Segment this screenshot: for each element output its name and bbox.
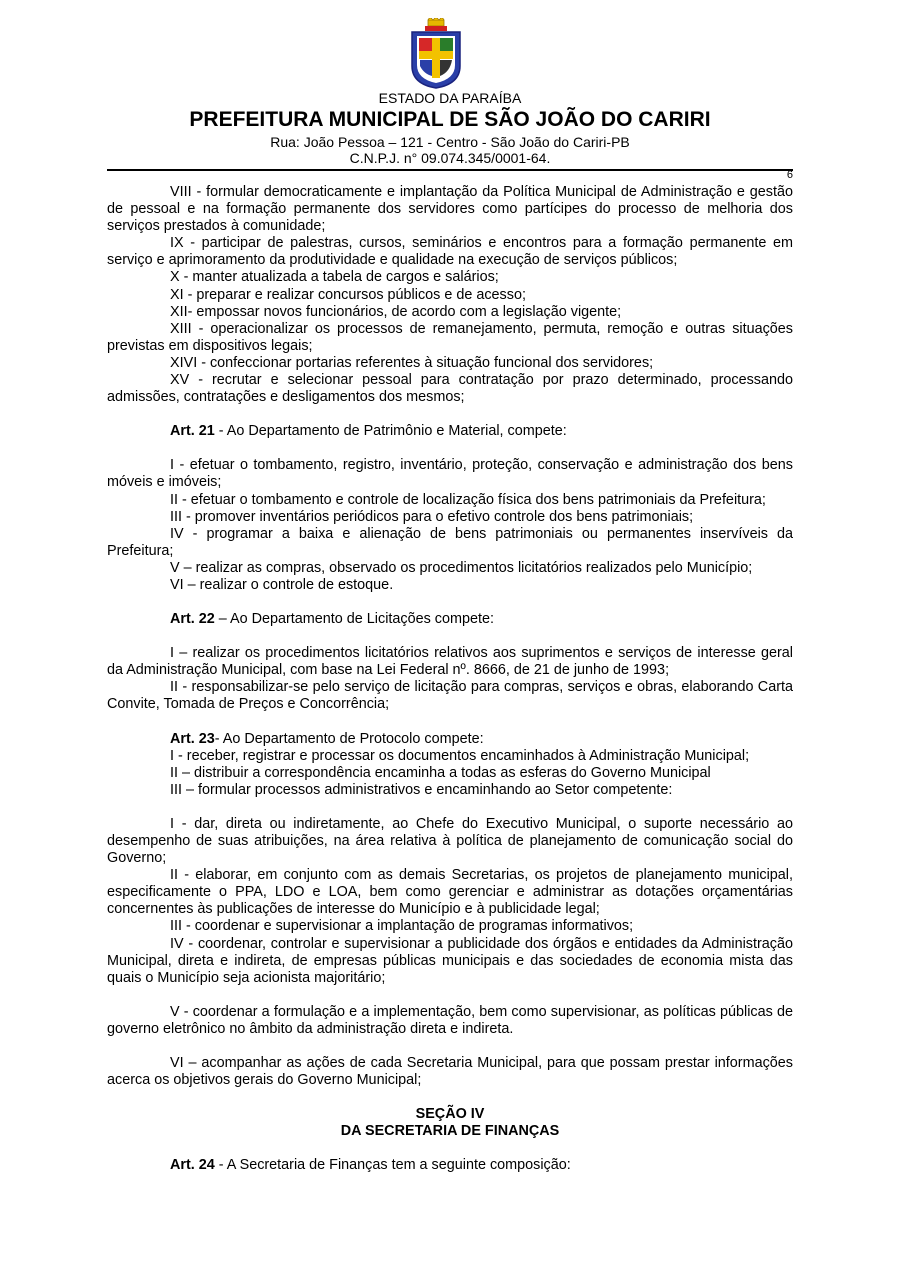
paragraph: V - coordenar a formulação e a implementação, bem como supervisionar, as políticas públicas de governo eletrônico no âmbito da administração direta e indireta.: [107, 1003, 793, 1037]
paragraph: I - receber, registrar e processar os documentos encaminhados à Administração Municipal;: [170, 747, 750, 764]
paragraph: VI – acompanhar as ações de cada Secretaria Municipal, para que possam prestar informações acerca os objetivos gerais do Governo Municipal;: [107, 1055, 793, 1089]
article-23: [107, 731, 793, 748]
paragraph: II - efetuar o tombamento e controle de localização física dos bens patrimoniais da Prefeitura;: [170, 491, 766, 508]
paragraph: IV - coordenar, controlar e supervisionar a publicidade dos órgãos e entidades da Administração Municipal, direta e indireta, de empresas públicas municipais e das sociedades de economia mista das quais o Município seja acionista majoritário;: [107, 935, 793, 986]
municipal-coat-of-arms: [410, 18, 462, 90]
paragraph: VIII - formular democraticamente e implantação da Política Municipal de Administração e gestão de pessoal e na formação permanente dos servidores como partícipes do processo de melhoria dos serviços prestados à comunidade;: [107, 184, 793, 235]
article-label: Art. 21: [170, 423, 215, 440]
paragraph: III - promover inventários periódicos para o efetivo controle dos bens patrimoniais;: [170, 508, 694, 525]
header-divider: [107, 169, 793, 171]
article-label: Art. 22: [170, 611, 215, 628]
municipality-title: PREFEITURA MUNICIPAL DE SÃO JOÃO DO CARIRI: [189, 108, 711, 131]
section-subtitle: DA SECRETARIA DE FINANÇAS: [340, 1123, 560, 1140]
article-21: [107, 423, 793, 440]
article-label: Art. 23: [170, 730, 215, 747]
state-name: ESTADO DA PARAÍBA: [378, 90, 522, 106]
section-title: SEÇÃO IV: [415, 1106, 485, 1123]
article-text: - Ao Departamento de Patrimônio e Material, compete:: [214, 423, 567, 440]
paragraph: IX - participar de palestras, cursos, seminários e encontros para a formação permanente em serviço e aprimoramento da produtividade e qualidade na execução de serviços públicos;: [107, 235, 793, 269]
article-text: – Ao Departamento de Licitações compete:: [214, 611, 494, 628]
paragraph: III – formular processos administrativos e encaminhando ao Setor competente:: [170, 781, 673, 798]
paragraph: X - manter atualizada a tabela de cargos e salários;: [170, 269, 499, 286]
article-24: [107, 1157, 793, 1174]
paragraph: I - dar, direta ou indiretamente, ao Chefe do Executivo Municipal, o suporte necessário ao desempenho de suas atribuições, na área relativa à política de planejamento de comunicação social do Governo;: [107, 815, 793, 867]
article-22: [107, 611, 793, 628]
address-line: Rua: João Pessoa – 121 - Centro - São João do Cariri-PB: [270, 134, 630, 150]
paragraph: XIII - operacionalizar os processos de remanejamento, permuta, remoção e outras situações previstas em dispositivos legais;: [107, 320, 793, 354]
article-text: - Ao Departamento de Protocolo compete:: [214, 730, 484, 747]
paragraph: I – realizar os procedimentos licitatórios relativos aos suprimentos e serviços de interesse geral da Administração Municipal, com base na Lei Federal nº. 8666, de 21 de junho de 1993;: [107, 645, 793, 679]
paragraph: XI - preparar e realizar concursos públicos e de acesso;: [170, 286, 526, 303]
paragraph: IV - programar a baixa e alienação de bens patrimoniais ou permanentes inservíveis da Prefeitura;: [107, 525, 793, 559]
paragraph: XII- empossar novos funcionários, de acordo com a legislação vigente;: [170, 303, 622, 320]
paragraph: III - coordenar e supervisionar a implantação de programas informativos;: [170, 918, 634, 935]
paragraph: I - efetuar o tombamento, registro, inventário, proteção, conservação e administração dos bens móveis e imóveis;: [107, 457, 793, 491]
paragraph: XIVI - confeccionar portarias referentes à situação funcional dos servidores;: [170, 354, 654, 371]
paragraph: II - elaborar, em conjunto com as demais Secretarias, os projetos de planejamento municipal, especificamente o PPA, LDO e LOA, bem como gerenciar e administrar as dotações orçamentárias concernentes às publicações de interesse do Município e à publicidade legal;: [107, 867, 793, 918]
paragraph: V – realizar as compras, observado os procedimentos licitatórios realizados pelo Município;: [170, 559, 753, 576]
paragraph: XV - recrutar e selecionar pessoal para contratação por prazo determinado, processando admissões, contratações e desligamentos dos mesmos;: [107, 372, 793, 406]
cnpj-line: C.N.P.J. n° 09.074.345/0001-64.: [349, 150, 551, 166]
document-body: [107, 184, 793, 1175]
page-number: 6: [786, 169, 793, 181]
paragraph: II - responsabilizar-se pelo serviço de licitação para compras, serviços e obras, elaborando Carta Convite, Tomada de Preços e Concorrência;: [107, 679, 793, 713]
article-text: - A Secretaria de Finanças tem a seguinte composição:: [214, 1157, 571, 1174]
paragraph: VI – realizar o controle de estoque.: [170, 576, 394, 593]
paragraph: II – distribuir a correspondência encaminha a todas as esferas do Governo Municipal: [170, 764, 711, 781]
article-label: Art. 24: [170, 1157, 215, 1174]
